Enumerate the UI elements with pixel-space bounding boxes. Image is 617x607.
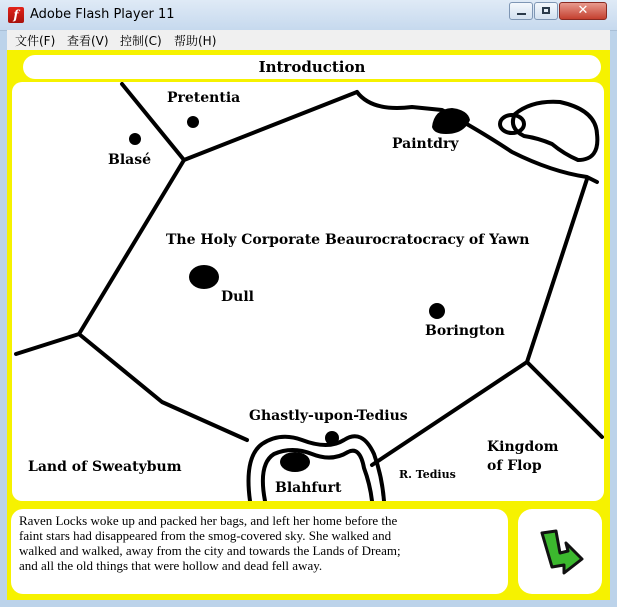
- label-borington: Borington: [425, 323, 505, 339]
- next-button[interactable]: [518, 509, 602, 594]
- title-bar: [0, 0, 617, 31]
- border-flop: [527, 362, 602, 437]
- story-text: [19, 513, 499, 573]
- lake-large: [513, 102, 597, 160]
- flash-app-icon: f: [8, 7, 24, 23]
- label-kingdom: Kingdom: [487, 439, 559, 455]
- paintdry-city: [432, 108, 470, 134]
- map: [12, 82, 604, 501]
- border-south: [79, 334, 247, 440]
- label-holy-corporate: The Holy Corporate Beaurocratocracy of Yawn: [166, 232, 530, 248]
- ghastly-city: [325, 431, 339, 445]
- story-line: faint stars had disappeared from the smog-covered sky. She walked and: [19, 528, 392, 543]
- close-button[interactable]: [559, 2, 607, 20]
- label-river-tedius: R. Tedius: [399, 468, 456, 481]
- border-west: [16, 84, 184, 354]
- label-ghastly: Ghastly-upon-Tedius: [249, 408, 408, 424]
- dull-city: [189, 265, 219, 289]
- story-panel: [11, 509, 508, 594]
- blahfurt-city: [280, 452, 310, 472]
- story-line: Raven Locks woke up and packed her bags, and left her home before the: [19, 513, 398, 528]
- minimize-button[interactable]: [509, 2, 533, 20]
- label-dull: Dull: [221, 289, 254, 305]
- menu-bar: [7, 30, 610, 50]
- menu-control[interactable]: 控制(C): [120, 34, 162, 48]
- menu-file[interactable]: 文件(F): [15, 34, 56, 48]
- flash-stage: [7, 50, 610, 600]
- blase-city: [129, 133, 141, 145]
- minimize-icon: [517, 13, 526, 15]
- story-line: walked and walked, away from the city and towards the Lands of Dream;: [19, 543, 401, 558]
- maximize-icon: [542, 7, 550, 14]
- menu-view[interactable]: 查看(V): [67, 34, 109, 48]
- borington-city: [429, 303, 445, 319]
- label-blahfurt: Blahfurt: [275, 480, 342, 496]
- label-paintdry: Paintdry: [392, 136, 459, 152]
- pretentia-city: [187, 116, 199, 128]
- label-of-flop: of Flop: [487, 458, 542, 474]
- scene-title: Introduction: [23, 55, 601, 79]
- label-blase: Blasé: [108, 152, 152, 168]
- story-line: and all the old things that were hollow and dead fell away.: [19, 558, 323, 573]
- close-icon: ✕: [577, 3, 589, 18]
- green-arrow-icon: [536, 527, 586, 577]
- label-pretentia: Pretentia: [167, 90, 241, 106]
- maximize-button[interactable]: [534, 2, 558, 20]
- menu-help[interactable]: 帮助(H): [174, 34, 217, 48]
- label-sweatybum: Land of Sweatybum: [28, 459, 182, 475]
- window-title: Adobe Flash Player 11: [30, 7, 175, 22]
